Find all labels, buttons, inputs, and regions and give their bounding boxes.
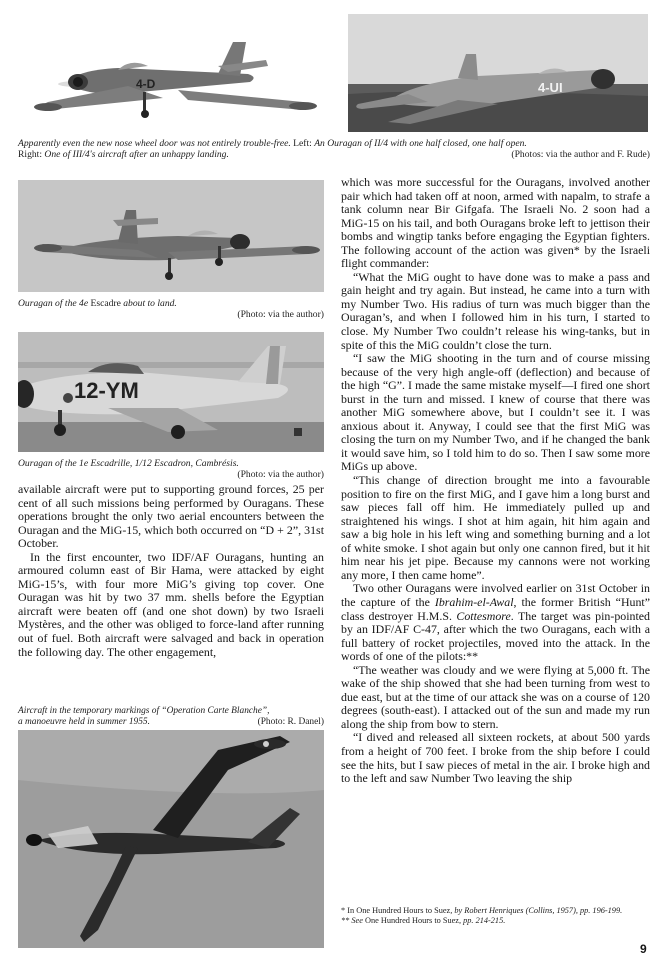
footnote-1-c: , by Robert Henriques (	[450, 906, 529, 915]
page-number: 9	[640, 942, 647, 956]
footnote-1-a: * In	[341, 906, 357, 915]
footnotes	[341, 906, 650, 925]
footnote-1-e: ), pp. 196-199.	[573, 906, 623, 915]
photo-carte-blanche-credit: (Photo: R. Danel)	[257, 717, 324, 727]
photo-landing-caption-c: about to land.	[120, 298, 177, 309]
photo-landing-credit: (Photo: via the author)	[237, 309, 324, 320]
right-col-paragraph-2: “What the MiG ought to have done was to make a pass and gain height and try again. But instead, he came into a turn with my Number Two. His radius of turn was much bigger than the Ouragan’s, and when I followed him in his turn, I started to close. My Number Two couldn’t release his wing-tanks, but in spite of this the MiG couldn’t close the turn.	[341, 269, 650, 352]
ouragan-in-flight-illustration	[18, 14, 332, 132]
photo-12-ym	[18, 332, 324, 452]
right-col-paragraph-4: “This change of direction brought me into a favourable position to fire on the first MiG, and I gave him a long burst and saw pieces fall off him. He immediately pulled up and straightened his wings. I shot at him again, hit him again and saw a big hole in his left wing and something burning and a lot of white smoke. I shot again but only one cannon fired, but it hit him near his jet pipe. Because my cannons were not working any more, I then came home”.	[341, 473, 650, 582]
right-column-text	[341, 176, 650, 786]
crash-landing-illustration	[348, 14, 648, 132]
photo-12-ym-credit: (Photo: via the author)	[237, 469, 324, 480]
left-col-paragraph-2: In the first encounter, two IDF/AF Ouragans, hunting an armoured column east of Bir Hama, were attacked by eight MiG-15’s, with four more MiG’s giving top cover. One Ouragan was hit by two 37 mm. shells before the Egyptian aircraft were beaten off (and one shot down) by two Israeli Mystères, and the other was obliged to force-land after running out of fuel. Both aircraft were salvaged and back in operation the following day. The other engagement,	[18, 549, 324, 659]
photo-landing-caption	[18, 298, 324, 320]
right-col-p5-ship-name: Ibrahim-el-Awal	[434, 594, 514, 609]
footnote-1-d: Collins, 1957	[528, 906, 574, 915]
top-photos-caption	[18, 138, 650, 160]
right-col-paragraph-1: which was more successful for the Ouragans, involved another pair which had taken off at noon, armed with napalm, to strafe a tank column near Bir Gifgafa. The Israeli No. 2 soon had a MiG-15 on his tail, and both Ouragans broke left to jettison their bombs and wingtip tanks before engaging the Egyptian fighters. The following account of the action was given* by the Israeli flight commander:	[341, 175, 650, 271]
right-col-paragraph-7: “I dived and released all sixteen rockets, at about 500 yards from a height of 700 feet. I broke from the ship before I could see the hits, but I saw pieces of metal in the air. I broke high and to the left and saw Number Two leaving the ship	[341, 730, 650, 786]
ground-aircraft-illustration	[18, 332, 324, 452]
footnote-1	[341, 906, 650, 916]
footnote-2	[341, 916, 650, 926]
top-left-aircraft-code: 4-D	[136, 77, 156, 91]
photo-12-ym-caption	[18, 458, 324, 480]
right-col-p5-c: , the former British “Hunt” class destroyer H.M.S.	[341, 594, 650, 623]
right-col-p5-e: . The target was pin-pointed by an IDF/AF C-47, after which the two Ouragans, each with a full battery of rocket projectiles, moved into the attack. In the words of one of the pilots:**	[341, 608, 650, 664]
right-col-p5-cottesmore: Cottesmore	[456, 608, 511, 623]
photo-carte-blanche	[18, 730, 324, 948]
footnote-1-title: One Hundred Hours to Suez	[356, 906, 451, 915]
landing-illustration	[18, 180, 324, 292]
right-col-paragraph-6: “The weather was cloudy and we were flying at 5,000 ft. The wake of the ship showed that she had been turning from west to due east, but at the time of our attack she was on a course of 120 degrees (south-east). I attacked out of the sun and made my run along the ship from bow to stern.	[341, 662, 650, 731]
right-col-paragraph-3: “I saw the MiG shooting in the turn and of course missing because of the very high angle-off (deflection) and because of the high “G”. I made the same mistake myself—I fired one short burst in the turn and missed. I knew of course that there was another MiG somewhere above, but I couldn’t see it. I was anxious about it. Anyway, I could see that the first MiG was closing the turn on my Number Two, and if he changed the bank it would save him, so I told him to do so. Then I saw some more MiGs up above.	[341, 351, 650, 474]
photo-landing	[18, 180, 324, 292]
right-col-paragraph-5	[341, 582, 650, 663]
footnote-2-title: One Hundred Hours to Suez	[364, 915, 459, 925]
top-caption-part5: One of III/4's aircraft after an unhappy landing.	[44, 149, 229, 160]
photo-carte-blanche-caption-a: Aircraft in the temporary markings of “Operation Carte Blanche”,	[18, 706, 270, 716]
top-caption-credit: (Photos: via the author and F. Rude)	[511, 149, 650, 160]
left-col-paragraph-1: available aircraft were put to supporting ground forces, 25 per cent of all such missions being performed by Ouragans. These operations brought the only two aerial encounters between the Ouragan and the MiG-15, which both occurred on “D + 2”, 31st October.	[18, 482, 324, 551]
middle-aircraft-code: 12-YM	[74, 378, 139, 403]
footnote-2-c: , pp. 214-215.	[458, 915, 506, 925]
top-caption-part3: An Ouragan of II/4 with one half closed, one half open.	[314, 138, 527, 149]
left-column-text	[18, 483, 324, 659]
carte-blanche-illustration	[18, 730, 324, 948]
photo-top-right	[348, 14, 648, 132]
photo-12-ym-caption-a: Ouragan of the 1e Escadrille, 1/12 Escadron, Cambrésis.	[18, 458, 239, 469]
top-right-aircraft-code: 4-UI	[538, 80, 563, 95]
photo-top-left	[18, 14, 332, 132]
top-caption-part1: Apparently even the new nose wheel door was not entirely trouble-free.	[18, 138, 291, 149]
photo-carte-blanche-caption-b: a manoeuvre held in summer 1955.	[18, 717, 150, 727]
top-caption-part2: Left:	[290, 138, 315, 149]
photo-landing-caption-a: Ouragan of the 4e	[18, 298, 91, 309]
footnote-2-a: ** See	[341, 915, 365, 925]
photo-landing-caption-b: Escadre	[90, 298, 121, 309]
top-caption-part4: Right:	[18, 149, 45, 160]
photo-carte-blanche-caption	[18, 706, 324, 728]
right-col-p5-a: Two other Ouragans were involved earlier on 31st October in the capture of the	[341, 581, 650, 609]
